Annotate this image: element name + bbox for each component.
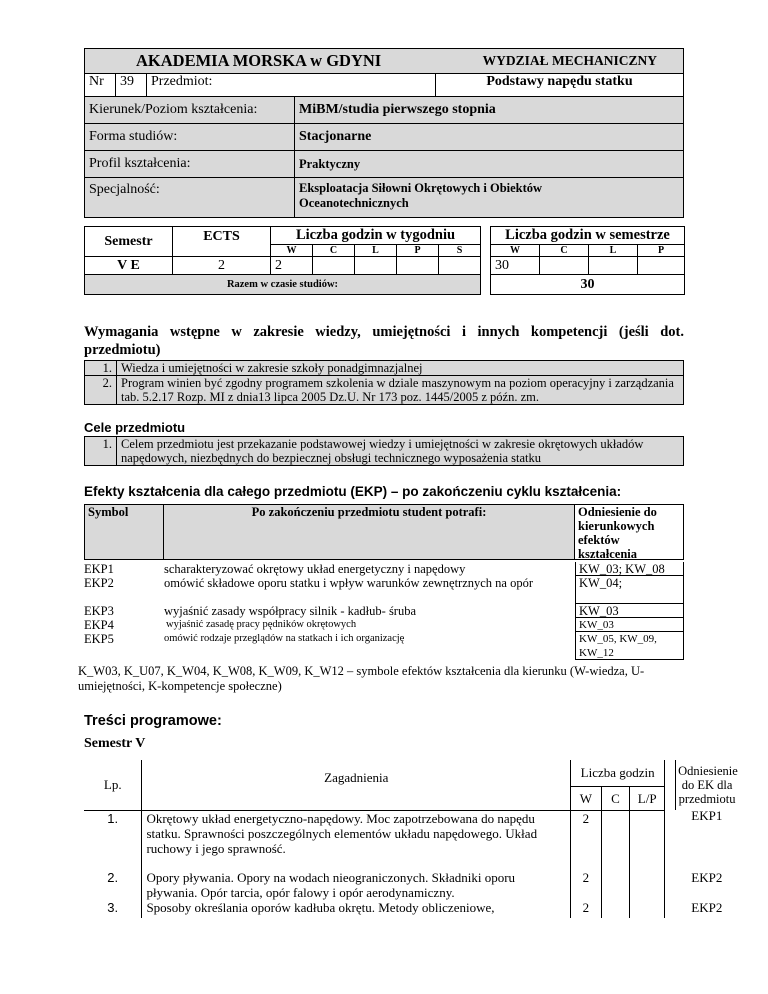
outcome-symbol: EKP4 bbox=[84, 618, 114, 632]
weekly-col-p: P bbox=[397, 245, 439, 257]
weekly-s-value bbox=[439, 257, 481, 275]
semester-hours-header: Liczba godzin w semestrze bbox=[491, 227, 685, 245]
row-hours-w: 2 bbox=[571, 900, 602, 918]
row-hours-lp bbox=[630, 810, 665, 870]
hours-col-lp: L/P bbox=[630, 786, 665, 810]
row-hours-lp bbox=[630, 870, 665, 900]
outcome-ref: KW_04; bbox=[575, 576, 684, 604]
row-topic: Okrętowy układ energetyczno-napędowy. Moc zapotrzebowana do napędu statku. Sprawności poszczególnych elementów układu napędowego. Układ ruchowy i jego sprawność. bbox=[142, 810, 571, 870]
content-semester: Semestr V bbox=[84, 736, 146, 751]
content-table bbox=[84, 760, 738, 918]
subject-value: Podstawy napędu statku bbox=[435, 74, 683, 97]
ref-header-cell bbox=[575, 504, 684, 560]
desc-header-cell bbox=[164, 504, 575, 560]
goal-num: 1. bbox=[85, 437, 117, 466]
outcomes-note: K_W03, K_U07, K_W04, K_W08, K_W09, K_W12 – symbole efektów kształcenia dla kierunku (W-wiedza, U-umiejętności, K-kompetencje społeczne) bbox=[78, 664, 645, 693]
total-label: Razem w czasie studiów: bbox=[85, 275, 481, 295]
spacer-cell bbox=[665, 870, 676, 900]
table-row bbox=[84, 562, 684, 576]
row-hours-c bbox=[601, 870, 629, 900]
goals-title: Cele przedmiotu bbox=[84, 420, 186, 435]
weekly-l-value bbox=[355, 257, 397, 275]
row-lp: 3. bbox=[84, 900, 142, 918]
weekly-col-s: S bbox=[439, 245, 481, 257]
row-lp: 2. bbox=[84, 870, 142, 900]
content-block bbox=[84, 760, 738, 918]
hours-block bbox=[84, 226, 684, 295]
ects-value: 2 bbox=[173, 257, 271, 275]
table-row bbox=[84, 576, 684, 604]
weekly-col-w: W bbox=[271, 245, 313, 257]
row-topic: Opory pływania. Opory na wodach nieograniczonych. Składniki oporu pływania. Opór tarcia, opór falowy i opór aerodynamiczny. bbox=[142, 870, 571, 900]
table-row bbox=[84, 632, 684, 660]
ref-header: Odniesienie do EK dla przedmiotu bbox=[676, 760, 738, 810]
symbol-header: Symbol bbox=[88, 505, 129, 519]
outcome-desc: omówić składowe oporu statku i wpływ warunków zewnętrznych na opór bbox=[164, 576, 534, 590]
faculty-name: WYDZIAŁ MECHANICZNY bbox=[482, 52, 657, 68]
spacer-cell bbox=[665, 760, 676, 786]
row-ref: EKP2 bbox=[691, 870, 723, 885]
weekly-w-value: 2 bbox=[271, 257, 313, 275]
academy-name: AKADEMIA MORSKA w GDYNI bbox=[136, 51, 382, 70]
semester-col-l: L bbox=[589, 245, 638, 257]
outcome-ref: KW_05, KW_09, KW_12 bbox=[575, 632, 684, 660]
outcome-desc: wyjaśnić zasadę pracy pędników okrętowych bbox=[166, 619, 357, 630]
semester-c-value bbox=[540, 257, 589, 275]
requirement-text: Program winien być zgodny programem szkolenia w dziale maszynowym na poziom operacyjny i zarządzania tab. 5.2.17 Rozp. MI z dnia13 lipca 2005 Dz.U. Nr 173 poz. 1445/2005 z późn. zm. bbox=[117, 376, 684, 405]
weekly-col-c: C bbox=[313, 245, 355, 257]
header-block bbox=[84, 48, 684, 218]
table-row bbox=[84, 604, 684, 618]
goal-text: Celem przedmiotu jest przekazanie podstawowej wiedzy i umiejętności w zakresie okrętowych układów napędowych, niezbędnych do bezpiecznej obsługi technicznego wyposażenia statku bbox=[117, 437, 684, 466]
outcomes-table bbox=[84, 504, 684, 662]
study-info-table bbox=[84, 96, 684, 218]
nr-label: Nr bbox=[85, 74, 116, 97]
requirements-title: Wymagania wstępne w zakresie wiedzy, umiejętności i innych kompetencji (jeśli dot. przedmiotu) bbox=[84, 324, 684, 358]
semester-col-c: C bbox=[540, 245, 589, 257]
semester-w-value: 30 bbox=[491, 257, 540, 275]
outcome-desc: omówić rodzaje przeglądów na statkach i ich organizację bbox=[164, 633, 405, 644]
semester-value: V E bbox=[85, 257, 173, 275]
row-hours-lp bbox=[630, 900, 665, 918]
requirement-text: Wiedza i umiejętności w zakresie szkoły ponadgimnazjalnej bbox=[117, 361, 684, 376]
semester-header: Semestr bbox=[85, 227, 173, 257]
ects-header: ECTS bbox=[173, 227, 271, 257]
outcome-symbol: EKP3 bbox=[84, 604, 114, 618]
row-ref: EKP1 bbox=[691, 808, 723, 823]
outcome-symbol: EKP5 bbox=[84, 632, 114, 646]
outcomes-title: Efekty kształcenia dla całego przedmiotu (EKP) – po zakończeniu cyklu kształcenia: bbox=[84, 484, 622, 499]
study-form-label: Forma studiów: bbox=[85, 124, 295, 151]
semester-p-value bbox=[638, 257, 685, 275]
topics-header: Zagadnienia bbox=[142, 760, 571, 810]
row-hours-c bbox=[601, 900, 629, 918]
requirements-table bbox=[84, 360, 684, 405]
spacer-cell bbox=[665, 900, 676, 918]
profile-value: Praktyczny bbox=[295, 151, 684, 178]
row-lp: 1. bbox=[84, 810, 142, 870]
row-hours-w: 2 bbox=[571, 870, 602, 900]
outcome-symbol: EKP1 bbox=[84, 562, 114, 576]
row-topic: Sposoby określania oporów kadłuba okrętu. Metody obliczeniowe, bbox=[142, 900, 571, 918]
table-row bbox=[84, 618, 684, 632]
outcome-ref: KW_03; KW_08 bbox=[575, 562, 684, 576]
spacer-cell bbox=[665, 810, 676, 870]
spacer-cell bbox=[665, 786, 676, 810]
spacer-cell bbox=[481, 227, 491, 295]
specialty-value: Eksploatacja Siłowni Okrętowych i Obiektów Oceanotechnicznych bbox=[295, 178, 684, 218]
lp-header: Lp. bbox=[84, 760, 142, 810]
outcome-ref: KW_03 bbox=[575, 618, 684, 632]
field-value: MiBM/studia pierwszego stopnia bbox=[295, 97, 684, 124]
outcome-desc: scharakteryzować okrętowy układ energetyczny i napędowy bbox=[164, 562, 466, 576]
weekly-hours-header: Liczba godzin w tygodniu bbox=[271, 227, 481, 245]
row-ref: EKP2 bbox=[691, 900, 723, 915]
hours-header: Liczba godzin bbox=[571, 760, 665, 786]
goals-table bbox=[84, 436, 684, 466]
requirement-num: 1. bbox=[85, 361, 117, 376]
outcome-symbol: EKP2 bbox=[84, 576, 114, 590]
requirement-num: 2. bbox=[85, 376, 117, 405]
outcome-ref: KW_03 bbox=[575, 604, 684, 618]
semester-l-value bbox=[589, 257, 638, 275]
semester-col-w: W bbox=[491, 245, 540, 257]
field-label: Kierunek/Poziom kształcenia: bbox=[85, 97, 295, 124]
outcomes-block bbox=[78, 504, 684, 693]
hours-col-w: W bbox=[571, 786, 602, 810]
outcome-rows bbox=[84, 562, 684, 660]
profile-label: Profil kształcenia: bbox=[85, 151, 295, 178]
requirements-block bbox=[84, 360, 684, 405]
weekly-p-value bbox=[397, 257, 439, 275]
symbol-header-cell bbox=[84, 504, 164, 560]
header-table bbox=[84, 48, 684, 97]
ref-header: Odniesienie do kierunkowych efektów kształcenia bbox=[578, 505, 657, 561]
desc-header: Po zakończeniu przedmiotu student potrafi: bbox=[251, 505, 487, 519]
goals-block bbox=[84, 436, 684, 466]
row-hours-w: 2 bbox=[571, 810, 602, 870]
hours-table bbox=[84, 226, 685, 295]
study-form-value: Stacjonarne bbox=[295, 124, 684, 151]
weekly-col-l: L bbox=[355, 245, 397, 257]
weekly-c-value bbox=[313, 257, 355, 275]
hours-col-c: C bbox=[601, 786, 629, 810]
subject-label: Przedmiot: bbox=[147, 74, 436, 97]
content-title: Treści programowe: bbox=[84, 713, 222, 729]
outcome-desc: wyjaśnić zasady współpracy silnik - kadłub- śruba bbox=[164, 604, 417, 618]
semester-col-p: P bbox=[638, 245, 685, 257]
total-value: 30 bbox=[491, 275, 685, 295]
nr-value: 39 bbox=[116, 74, 147, 97]
row-hours-c bbox=[601, 810, 629, 870]
specialty-label: Specjalność: bbox=[85, 178, 295, 218]
